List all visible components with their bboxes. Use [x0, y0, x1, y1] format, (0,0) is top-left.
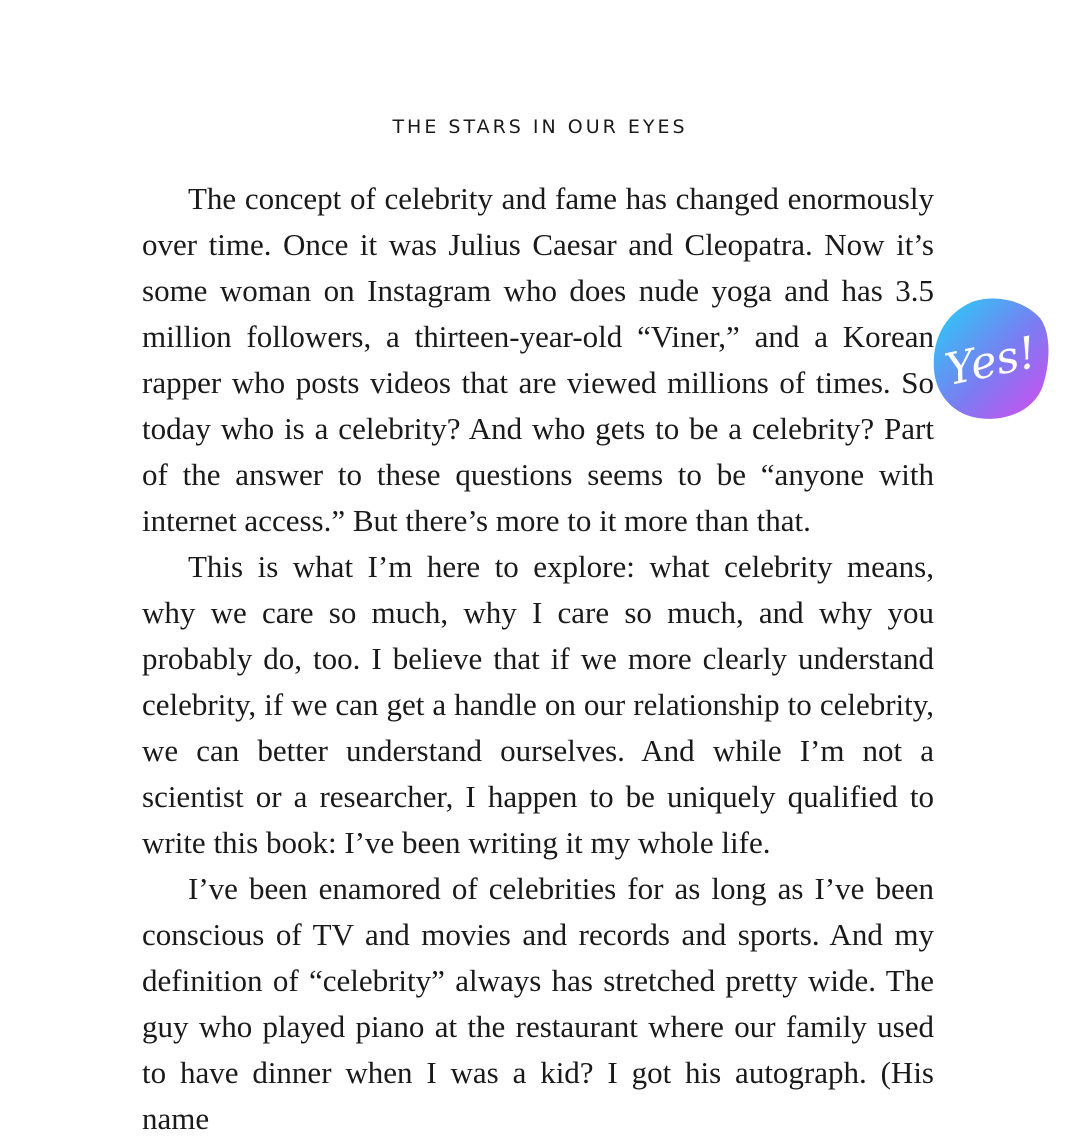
running-head: THE STARS IN OUR EYES [392, 116, 688, 138]
paragraph-3: I’ve been enamored of celebrities for as long as I’ve been conscious of TV and movies and records and sports. And my definition of “celebrity” always has stretched pretty wide. The guy who played piano at the restaurant where our family used to have dinner when I was a kid? I got his autograph. (His name [142, 871, 934, 1136]
paragraph-1: The concept of celebrity and fame has changed enormously over time. Once it was Julius Caesar and Cleopatra. Now it’s some woman on Instagram who does nude yoga and has 3.5 million followers, a thirteen-year-old “Viner,” and a Korean rapper who posts videos that are viewed millions of times. So today who is a celebrity? And who gets to be a celebrity? Part of the answer to these questions seems to be “anyone with internet access.” But there’s more to it more than that. [142, 181, 934, 538]
body-text [142, 176, 934, 1142]
yes-stamp [932, 296, 1050, 422]
paragraph-2: This is what I’m here to explore: what celebrity means, why we care so much, why I care so much, and why you probably do, too. I believe that if we more clearly understand celebrity, if we can get a handle on our relationship to celebrity, we can better understand ourselves. And while I’m not a scientist or a researcher, I happen to be uniquely qualified to write this book: I’ve been writing it my whole life. [142, 549, 934, 860]
stamp-text: Yes! [940, 327, 1041, 396]
